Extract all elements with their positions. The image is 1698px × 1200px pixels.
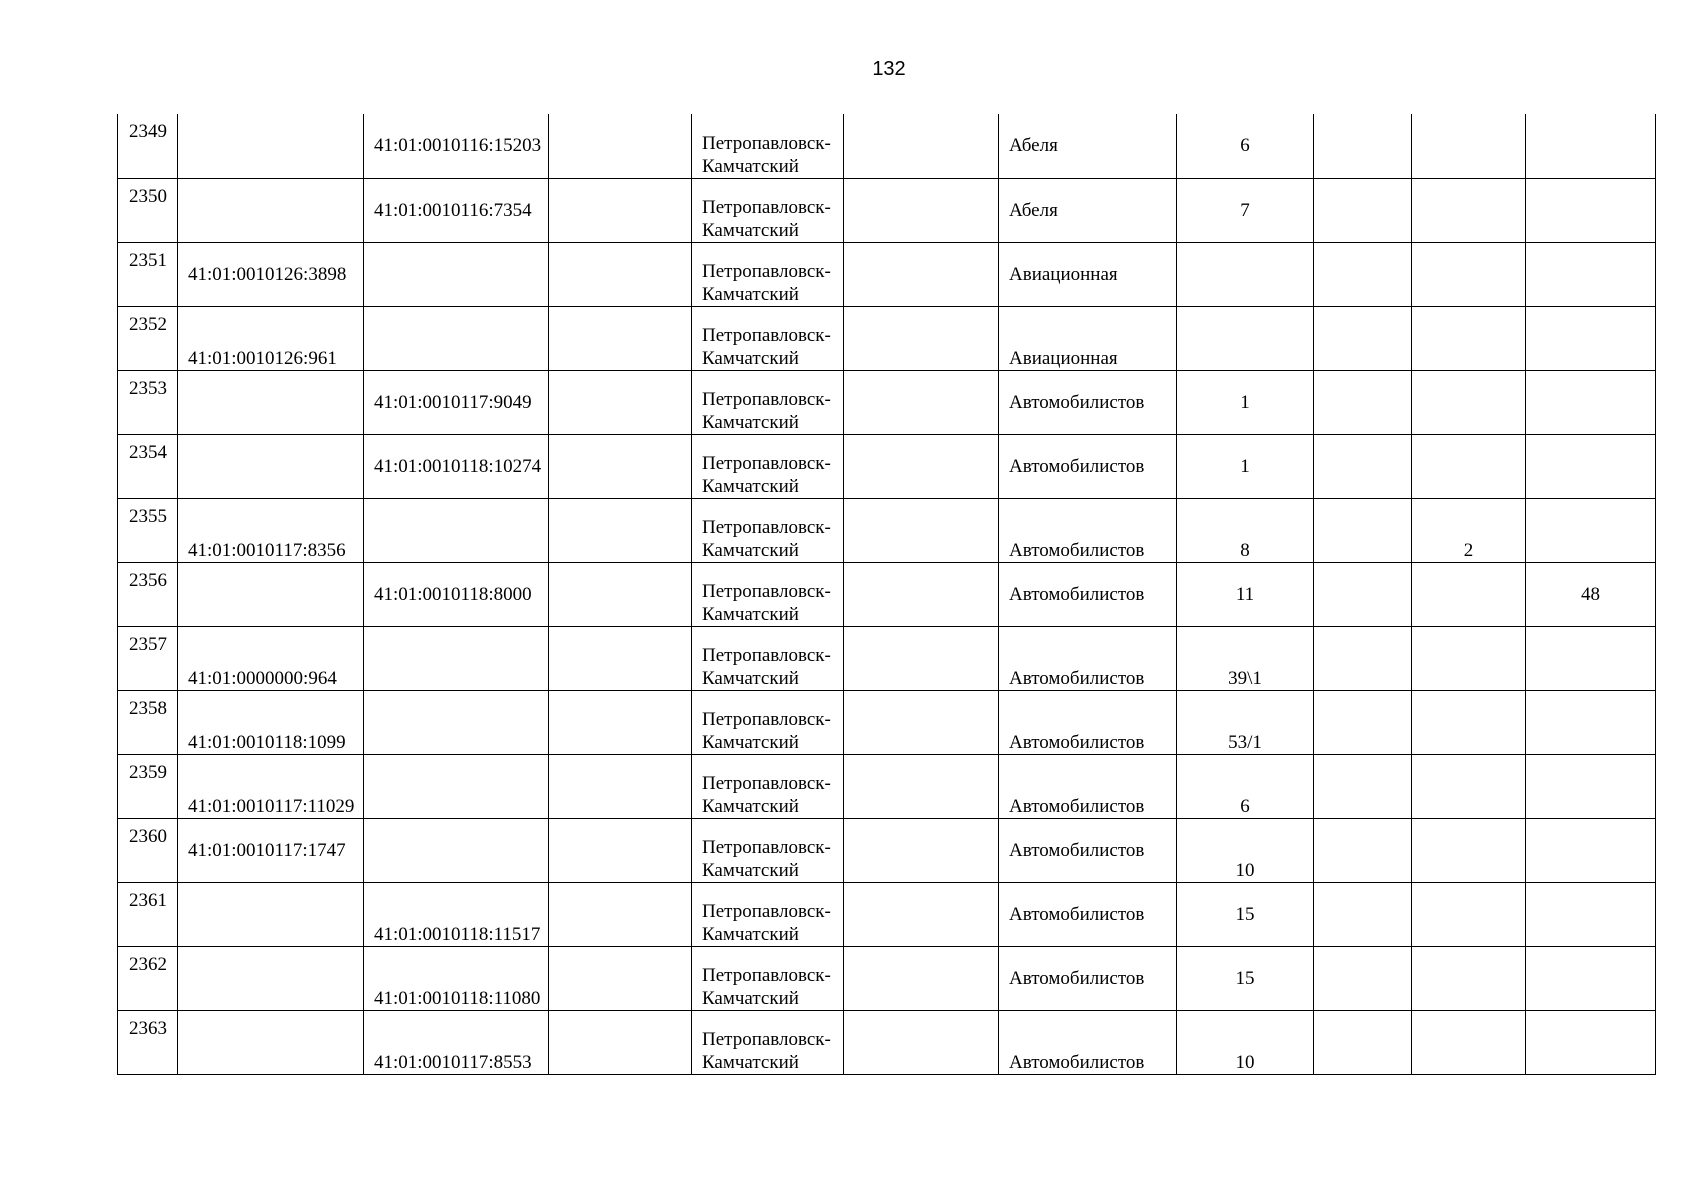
empty-cell [1314,690,1412,754]
land-cadastral-number-cell [178,562,364,626]
apartment-number-cell [1526,306,1656,370]
table-body [118,114,1656,1074]
row-number-cell [118,818,178,882]
building-cadastral-number-cell: 41:01:0010116:15203 [364,114,549,178]
land-cadastral-number-cell: 41:01:0010126:961 [178,306,364,370]
empty-cell [1314,434,1412,498]
building-number-cell [1412,1010,1526,1074]
row-number-text: 2352 [129,313,167,335]
apartment-number-cell [1526,242,1656,306]
row-number-text: 2361 [129,889,167,911]
land-cadastral-number-cell: 41:01:0010117:8356 [178,498,364,562]
city-cell: Петропавловск-Камчатский [692,626,844,690]
building-cadastral-number-cell [364,690,549,754]
house-number-cell: 53/1 [1177,690,1314,754]
apartment-number-cell [1526,882,1656,946]
empty-cell [1314,498,1412,562]
table-row [118,818,1656,882]
building-cadastral-number-cell: 41:01:0010118:8000 [364,562,549,626]
row-number-text: 2360 [129,825,167,847]
street-cell: Автомобилистов [999,818,1177,882]
city-cell: Петропавловск-Камчатский [692,242,844,306]
row-number-cell [118,498,178,562]
empty-cell [844,818,999,882]
building-cadastral-number-cell: 41:01:0010118:11517 [364,882,549,946]
row-number-text: 2354 [129,441,167,463]
house-number-cell: 10 [1177,818,1314,882]
city-cell: Петропавловск-Камчатский [692,178,844,242]
page-number: 132 [872,58,906,80]
empty-cell [1314,946,1412,1010]
empty-cell [549,178,692,242]
land-cadastral-number-cell [178,370,364,434]
table-row [118,178,1656,242]
land-cadastral-number-cell [178,434,364,498]
row-number-cell [118,1010,178,1074]
row-number-cell [118,242,178,306]
apartment-number-cell [1526,818,1656,882]
building-cadastral-number-cell [364,626,549,690]
row-number-text: 2358 [129,697,167,719]
empty-cell [549,114,692,178]
building-number-cell [1412,242,1526,306]
street-cell: Абеля [999,114,1177,178]
apartment-number-cell [1526,1010,1656,1074]
building-cadastral-number-cell [364,818,549,882]
empty-cell [844,306,999,370]
row-number-cell [118,114,178,178]
building-cadastral-number-cell: 41:01:0010117:8553 [364,1010,549,1074]
city-cell: Петропавловск-Камчатский [692,946,844,1010]
land-cadastral-number-cell: 41:01:0000000:964 [178,626,364,690]
empty-cell [549,498,692,562]
apartment-number-cell [1526,370,1656,434]
empty-cell [844,946,999,1010]
house-number-cell: 15 [1177,882,1314,946]
row-number-cell [118,754,178,818]
row-number-text: 2359 [129,761,167,783]
building-number-cell [1412,690,1526,754]
empty-cell [549,690,692,754]
building-number-cell: 2 [1412,498,1526,562]
building-number-cell [1412,754,1526,818]
street-cell: Авиационная [999,242,1177,306]
street-cell: Автомобилистов [999,498,1177,562]
street-cell: Авиационная [999,306,1177,370]
row-number-cell [118,306,178,370]
apartment-number-cell: 48 [1526,562,1656,626]
empty-cell [1314,306,1412,370]
row-number-text: 2356 [129,569,167,591]
building-cadastral-number-cell [364,498,549,562]
house-number-cell: 6 [1177,114,1314,178]
building-cadastral-number-cell: 41:01:0010117:9049 [364,370,549,434]
building-cadastral-number-cell [364,754,549,818]
street-cell: Автомобилистов [999,754,1177,818]
city-cell: Петропавловск-Камчатский [692,754,844,818]
building-cadastral-number-cell: 41:01:0010118:11080 [364,946,549,1010]
empty-cell [549,818,692,882]
table-row [118,498,1656,562]
land-cadastral-number-cell: 41:01:0010118:1099 [178,690,364,754]
house-number-cell: 39\1 [1177,626,1314,690]
house-number-cell: 1 [1177,370,1314,434]
street-cell: Автомобилистов [999,370,1177,434]
apartment-number-cell [1526,498,1656,562]
city-cell: Петропавловск-Камчатский [692,562,844,626]
empty-cell [549,434,692,498]
row-number-cell [118,178,178,242]
house-number-cell: 6 [1177,754,1314,818]
house-number-cell [1177,306,1314,370]
street-cell: Абеля [999,178,1177,242]
house-number-cell: 7 [1177,178,1314,242]
empty-cell [1314,882,1412,946]
building-number-cell [1412,626,1526,690]
building-cadastral-number-cell: 41:01:0010118:10274 [364,434,549,498]
apartment-number-cell [1526,178,1656,242]
empty-cell [1314,626,1412,690]
street-cell: Автомобилистов [999,1010,1177,1074]
empty-cell [844,562,999,626]
row-number-cell [118,434,178,498]
table-row [118,690,1656,754]
empty-cell [844,370,999,434]
land-cadastral-number-cell: 41:01:0010117:1747 [178,818,364,882]
house-number-cell: 1 [1177,434,1314,498]
house-number-cell: 15 [1177,946,1314,1010]
empty-cell [549,626,692,690]
house-number-cell: 10 [1177,1010,1314,1074]
empty-cell [1314,242,1412,306]
apartment-number-cell [1526,114,1656,178]
house-number-cell [1177,242,1314,306]
row-number-cell [118,562,178,626]
building-number-cell [1412,306,1526,370]
building-number-cell [1412,114,1526,178]
building-number-cell [1412,178,1526,242]
building-number-cell [1412,818,1526,882]
land-cadastral-number-cell [178,882,364,946]
building-number-cell [1412,434,1526,498]
house-number-cell: 11 [1177,562,1314,626]
table-row [118,434,1656,498]
table-row [118,306,1656,370]
land-cadastral-number-cell [178,946,364,1010]
table-row [118,1010,1656,1074]
empty-cell [549,1010,692,1074]
building-number-cell [1412,562,1526,626]
row-number-cell [118,882,178,946]
building-number-cell [1412,882,1526,946]
empty-cell [844,882,999,946]
empty-cell [844,434,999,498]
empty-cell [844,754,999,818]
apartment-number-cell [1526,434,1656,498]
apartment-number-cell [1526,626,1656,690]
empty-cell [1314,178,1412,242]
city-cell: Петропавловск-Камчатский [692,818,844,882]
city-cell: Петропавловск-Камчатский [692,370,844,434]
city-cell: Петропавловск-Камчатский [692,498,844,562]
land-cadastral-number-cell: 41:01:0010117:11029 [178,754,364,818]
building-number-cell [1412,946,1526,1010]
table-row [118,754,1656,818]
table-row [118,882,1656,946]
street-cell: Автомобилистов [999,946,1177,1010]
street-cell: Автомобилистов [999,562,1177,626]
empty-cell [844,498,999,562]
empty-cell [844,690,999,754]
row-number-text: 2362 [129,953,167,975]
empty-cell [1314,370,1412,434]
address-register-table [117,114,1656,1075]
row-number-text: 2353 [129,377,167,399]
table-row [118,114,1656,178]
table-row [118,626,1656,690]
empty-cell [1314,1010,1412,1074]
apartment-number-cell [1526,946,1656,1010]
empty-cell [844,114,999,178]
city-cell: Петропавловск-Камчатский [692,114,844,178]
land-cadastral-number-cell [178,178,364,242]
land-cadastral-number-cell: 41:01:0010126:3898 [178,242,364,306]
land-cadastral-number-cell [178,114,364,178]
street-cell: Автомобилистов [999,434,1177,498]
empty-cell [1314,114,1412,178]
row-number-text: 2349 [129,121,167,142]
row-number-cell [118,690,178,754]
city-cell: Петропавловск-Камчатский [692,434,844,498]
empty-cell [1314,562,1412,626]
empty-cell [549,562,692,626]
city-cell: Петропавловск-Камчатский [692,690,844,754]
empty-cell [1314,754,1412,818]
empty-cell [844,626,999,690]
street-cell: Автомобилистов [999,882,1177,946]
city-cell: Петропавловск-Камчатский [692,882,844,946]
street-cell: Автомобилистов [999,626,1177,690]
row-number-cell [118,946,178,1010]
row-number-text: 2351 [129,249,167,271]
city-cell: Петропавловск-Камчатский [692,1010,844,1074]
empty-cell [549,242,692,306]
table-row [118,562,1656,626]
empty-cell [1314,818,1412,882]
row-number-text: 2350 [129,185,167,207]
empty-cell [549,754,692,818]
house-number-cell: 8 [1177,498,1314,562]
building-cadastral-number-cell: 41:01:0010116:7354 [364,178,549,242]
row-number-text: 2357 [129,633,167,655]
land-cadastral-number-cell [178,1010,364,1074]
empty-cell [844,178,999,242]
empty-cell [844,242,999,306]
table-row [118,370,1656,434]
row-number-cell [118,370,178,434]
row-number-cell [118,626,178,690]
street-cell: Автомобилистов [999,690,1177,754]
empty-cell [844,1010,999,1074]
table-row [118,946,1656,1010]
building-cadastral-number-cell [364,242,549,306]
empty-cell [549,882,692,946]
apartment-number-cell [1526,690,1656,754]
building-cadastral-number-cell [364,306,549,370]
building-number-cell [1412,370,1526,434]
row-number-text: 2363 [129,1017,167,1039]
apartment-number-cell [1526,754,1656,818]
row-number-text: 2355 [129,505,167,527]
empty-cell [549,306,692,370]
city-cell: Петропавловск-Камчатский [692,306,844,370]
empty-cell [549,946,692,1010]
table-row [118,242,1656,306]
empty-cell [549,370,692,434]
